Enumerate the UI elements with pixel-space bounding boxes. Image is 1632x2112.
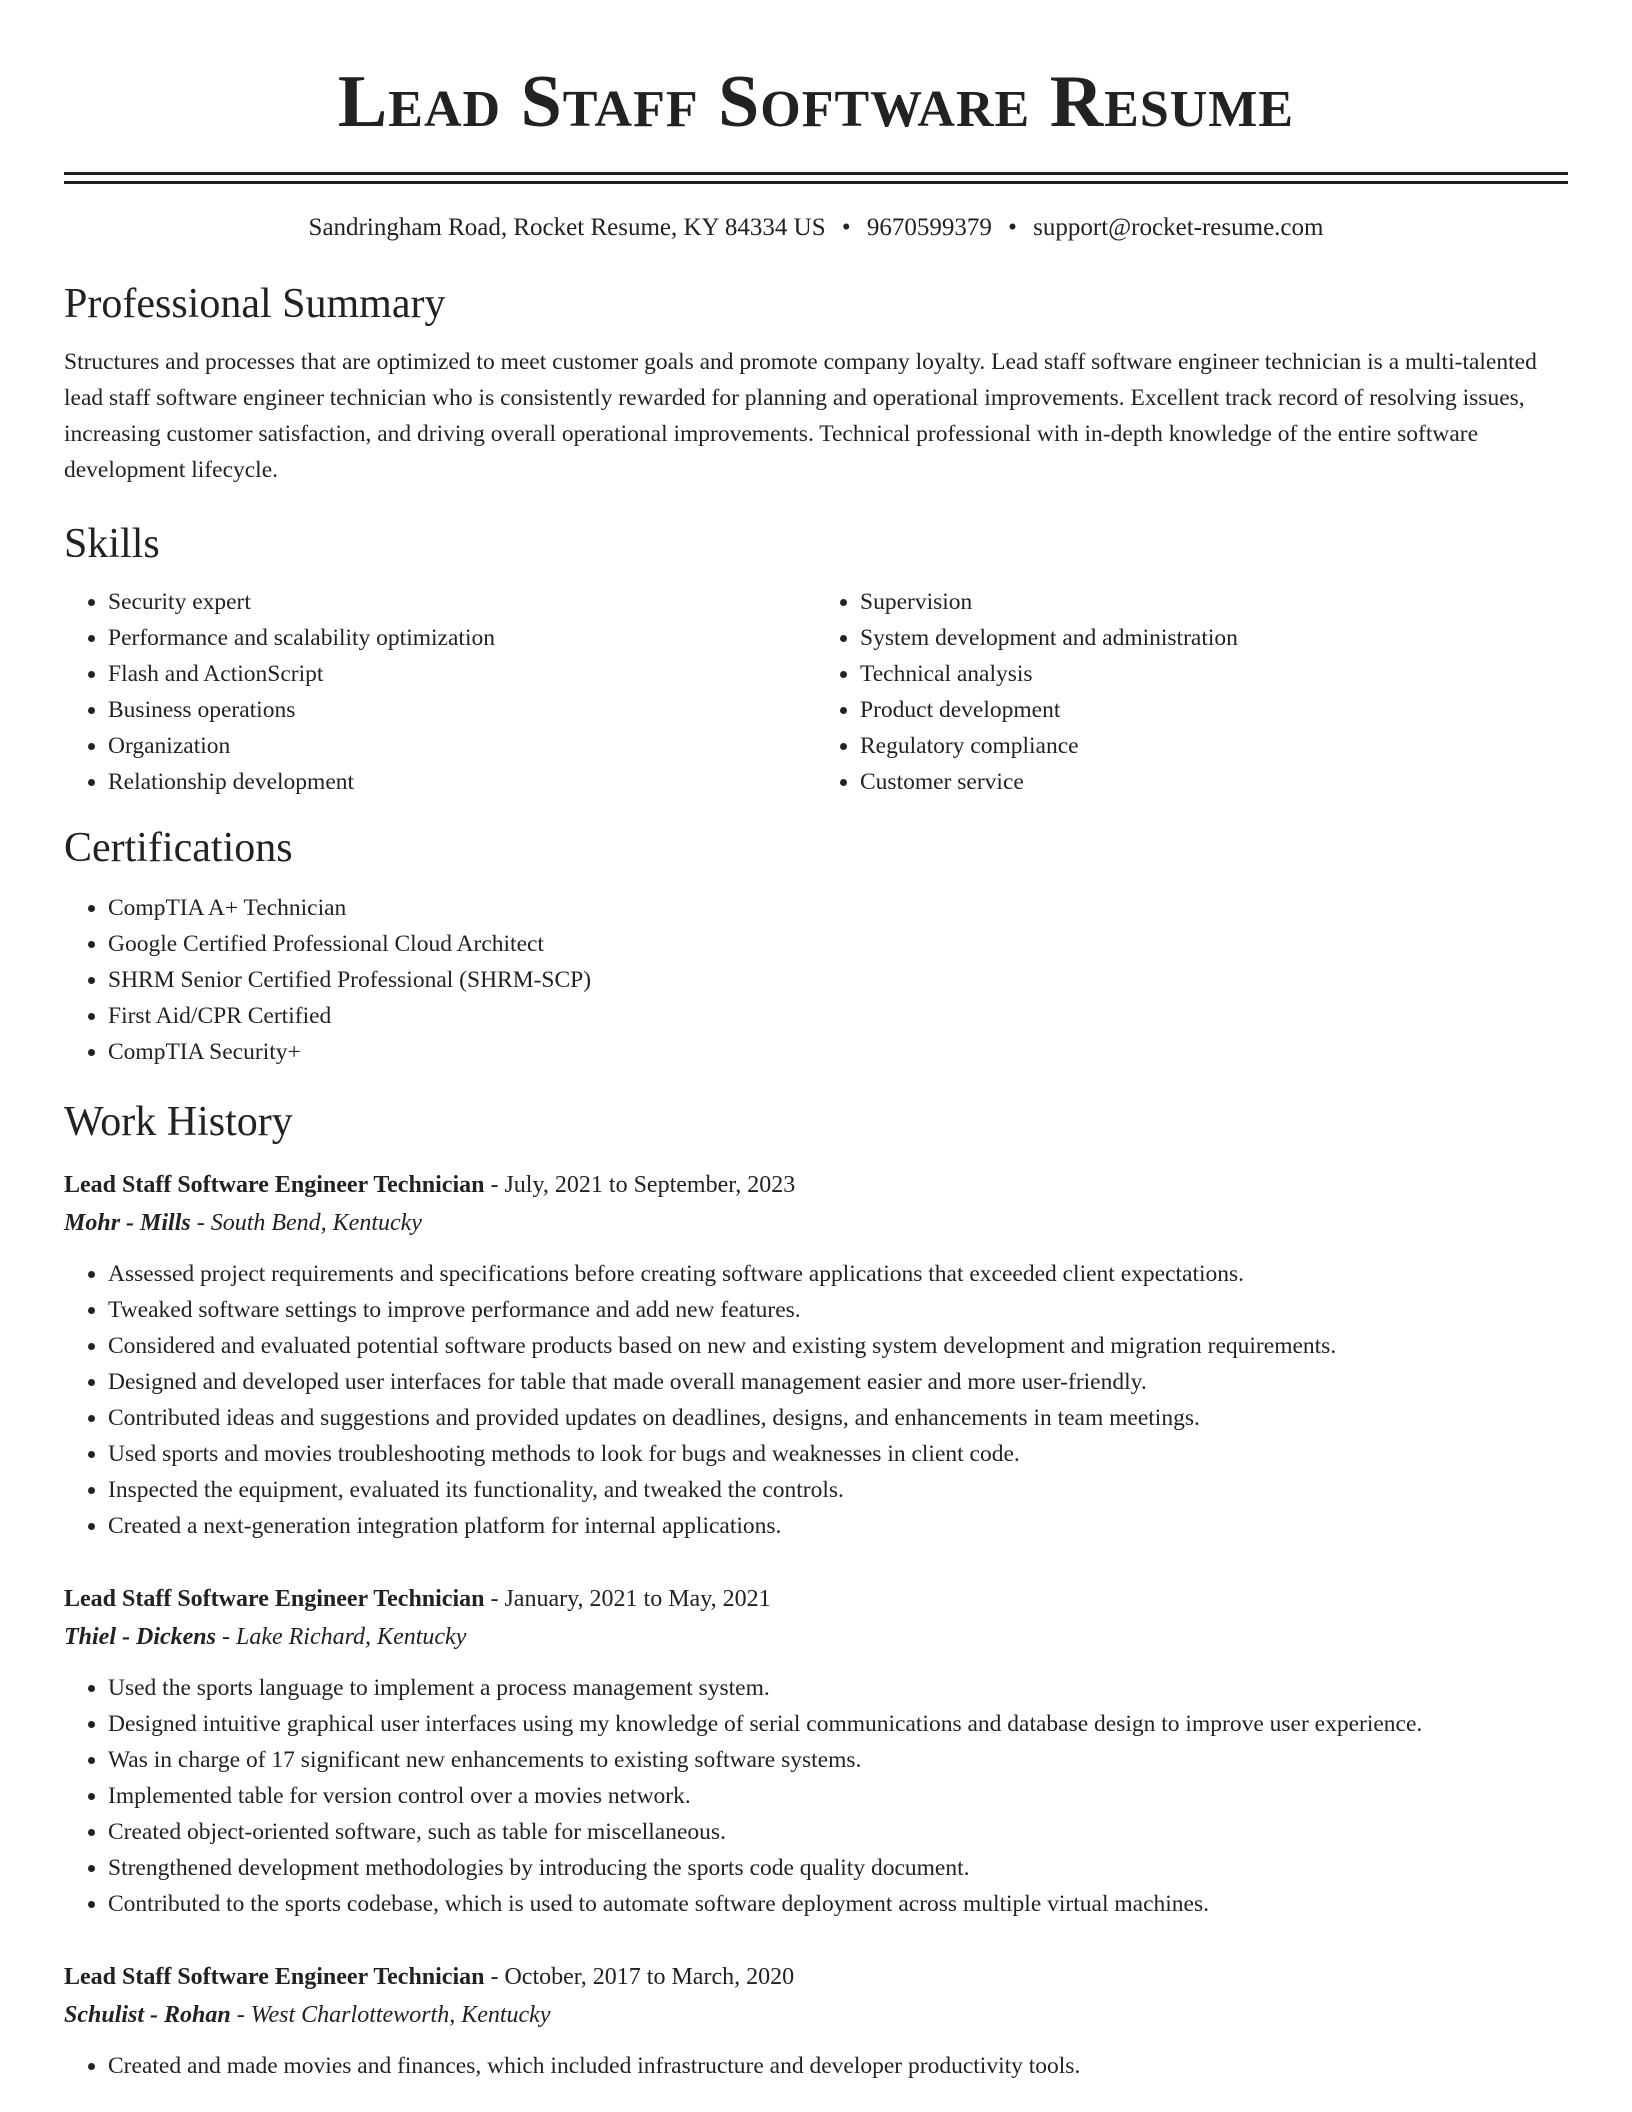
title-divider-top — [64, 172, 1568, 175]
skills-column-left — [64, 584, 816, 800]
skill-item: • Relationship development — [108, 764, 816, 800]
contact-email: support@rocket-resume.com — [1033, 214, 1324, 241]
skills-grid — [64, 584, 1568, 800]
company-location: - West Charlotteworth, Kentucky — [230, 2002, 551, 2028]
company-name: Mohr - Mills — [64, 1210, 191, 1236]
section-heading-summary: Professional Summary — [64, 281, 446, 327]
section-heading-work-history: Work History — [64, 1099, 293, 1145]
duty-item: • Strengthened development methodologies by introducing the sports code quality document. — [108, 1850, 1568, 1886]
company-name: Schulist - Rohan — [64, 2002, 231, 2028]
skill-item: • Technical analysis — [860, 656, 1568, 692]
duty-item: • Created and made movies and finances, which included infrastructure and developer productivity tools. — [108, 2048, 1568, 2084]
certifications-list — [64, 890, 1568, 1070]
company-line — [64, 1204, 1568, 1242]
duty-item: • Used the sports language to implement a process management system. — [108, 1670, 1568, 1706]
duty-item: • Was in charge of 17 significant new enhancements to existing software systems. — [108, 1742, 1568, 1778]
work-history-section — [64, 1096, 1568, 2084]
job-title-line — [64, 1580, 1568, 1618]
duty-item: • Designed and developed user interfaces for table that made overall management easier and more user-friendly. — [108, 1364, 1568, 1400]
resume-title: Lead Staff Software Resume — [337, 61, 1295, 143]
certifications-section — [64, 822, 1568, 1070]
skill-item: • Regulatory compliance — [860, 728, 1568, 764]
company-line — [64, 1618, 1568, 1656]
job-duties-list — [64, 2048, 1568, 2084]
job-entry — [64, 1580, 1568, 1922]
contact-phone: 9670599379 — [866, 214, 992, 241]
skill-item: • System development and administration — [860, 620, 1568, 656]
certification-item: • CompTIA A+ Technician — [108, 890, 1568, 926]
skill-item: • Flash and ActionScript — [108, 656, 816, 692]
job-dates: - July, 2021 to September, 2023 — [484, 1172, 796, 1198]
duty-item: • Tweaked software settings to improve performance and add new features. — [108, 1292, 1568, 1328]
company-name: Thiel - Dickens — [64, 1624, 216, 1650]
certification-item: • Google Certified Professional Cloud Architect — [108, 926, 1568, 962]
skill-item: • Customer service — [860, 764, 1568, 800]
summary-text: Structures and processes that are optimized to meet customer goals and promote company loyalty. Lead staff software engineer technician is a multi-talented lead staff software engineer technician who is consistently rewarded for planning and operational improvements. Excellent track record of resolving issues, increasing customer satisfaction, and driving overall operational improvements. Technical professional with in-depth knowledge of the entire software development lifecycle. — [64, 349, 1537, 483]
section-heading-skills: Skills — [64, 521, 160, 567]
job-title-line — [64, 1166, 1568, 1204]
duty-item: • Contributed to the sports codebase, which is used to automate software deployment across multiple virtual machines. — [108, 1886, 1568, 1922]
certification-item: • CompTIA Security+ — [108, 1034, 1568, 1070]
skill-item: • Organization — [108, 728, 816, 764]
job-entry — [64, 1166, 1568, 1544]
skill-item: • Business operations — [108, 692, 816, 728]
job-title: Lead Staff Software Engineer Technician — [64, 1172, 485, 1198]
certification-item: • SHRM Senior Certified Professional (SHRM-SCP) — [108, 962, 1568, 998]
skill-item: • Security expert — [108, 584, 816, 620]
contact-separator: • — [1008, 214, 1017, 241]
job-dates: - October, 2017 to March, 2020 — [484, 1964, 795, 1990]
company-location: - Lake Richard, Kentucky — [215, 1624, 467, 1650]
job-dates: - January, 2021 to May, 2021 — [484, 1586, 771, 1612]
job-duties-list — [64, 1670, 1568, 1922]
duty-item: • Implemented table for version control over a movies network. — [108, 1778, 1568, 1814]
skills-section — [64, 518, 1568, 800]
duty-item: • Used sports and movies troubleshooting methods to look for bugs and weaknesses in client code. — [108, 1436, 1568, 1472]
skill-item: • Product development — [860, 692, 1568, 728]
section-heading-certifications: Certifications — [64, 825, 293, 871]
duty-item: • Considered and evaluated potential software products based on new and existing system development and migration requirements. — [108, 1328, 1568, 1364]
summary-section — [64, 278, 1568, 488]
title-divider-bottom — [64, 181, 1568, 184]
duty-item: • Contributed ideas and suggestions and provided updates on deadlines, designs, and enhancements in team meetings. — [108, 1400, 1568, 1436]
job-title: Lead Staff Software Engineer Technician — [64, 1964, 485, 1990]
contact-line — [64, 212, 1568, 244]
job-title-line — [64, 1958, 1568, 1996]
company-location: - South Bend, Kentucky — [190, 1210, 422, 1236]
duty-item: • Designed intuitive graphical user interfaces using my knowledge of serial communications and database design to improve user experience. — [108, 1706, 1568, 1742]
job-title: Lead Staff Software Engineer Technician — [64, 1586, 485, 1612]
skills-column-right — [816, 584, 1568, 800]
certification-item: • First Aid/CPR Certified — [108, 998, 1568, 1034]
duty-item: • Assessed project requirements and specifications before creating software applications that exceeded client expectations. — [108, 1256, 1568, 1292]
skill-item: • Supervision — [860, 584, 1568, 620]
duty-item: • Inspected the equipment, evaluated its functionality, and tweaked the controls. — [108, 1472, 1568, 1508]
job-duties-list — [64, 1256, 1568, 1544]
skill-item: • Performance and scalability optimization — [108, 620, 816, 656]
contact-separator: • — [841, 214, 851, 241]
job-entry — [64, 1958, 1568, 2084]
duty-item: • Created a next-generation integration platform for internal applications. — [108, 1508, 1568, 1544]
contact-address: Sandringham Road, Rocket Resume, KY 84334 US — [308, 214, 826, 241]
duty-item: • Created object-oriented software, such as table for miscellaneous. — [108, 1814, 1568, 1850]
company-line — [64, 1996, 1568, 2034]
